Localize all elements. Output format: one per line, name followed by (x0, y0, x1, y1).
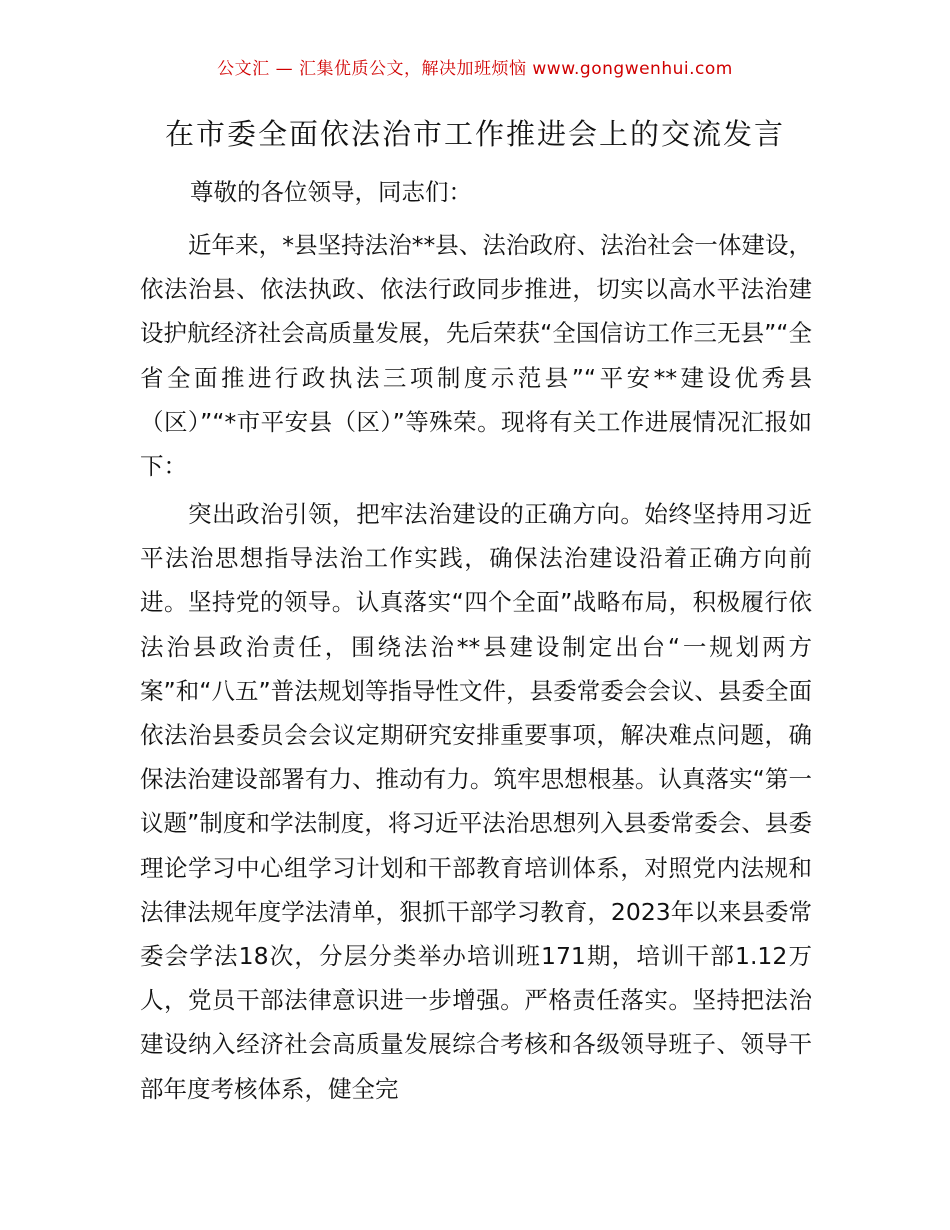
header-banner[interactable]: 公文汇 — 汇集优质公文，解决加班烦恼 www.gongwenhui.com (217, 59, 733, 79)
body-paragraph-political-guidance: 突出政治引领，把牢法治建设的正确方向。始终坚持用习近平法治思想指导法治工作实践，确保法治建设沿着正确方向前进。坚持党的领导。认真落实“四个全面”战略布局，积极履行依法治县政治责任，围绕法治**县建设制定出台“一规划两方案”和“八五”普法规划等指导性文件，县委常委会会议、县委全面依法治县委员会会议定期研究安排重要事项，解决难点问题，确保法治建设部署有力、推动有力。筑牢思想根基。认真落实“第一议题”制度和学法制度，将习近平法治思想列入县委常委会、县委理论学习中心组学习计划和干部教育培训体系，对照党内法规和法律法规年度学法清单，狠抓干部学习教育，2023年以来县委常委会学法18次，分层分类举办培训班171期，培训干部1.12万人，党员干部法律意识进一步增强。严格责任落实。坚持把法治建设纳入经济社会高质量发展综合考核和各级领导班子、领导干部年度考核体系，健全完 (140, 500, 812, 1103)
page-title: 在市委全面依法治市工作推进会上的交流发言 (164, 117, 785, 151)
salutation: 尊敬的各位领导，同志们： (190, 178, 472, 206)
body-paragraph-intro: 近年来，*县坚持法治**县、法治政府、法治社会一体建设，依法治县、依法执政、依法行政同步推进，切实以高水平法治建设护航经济社会高质量发展，先后荣获“全国信访工作三无县”“全省全面推进行政执法三项制度示范县”“平安**建设优秀县（区）”“*市平安县（区）”等殊荣。现将有关工作进展情况汇报如下： (140, 231, 812, 481)
